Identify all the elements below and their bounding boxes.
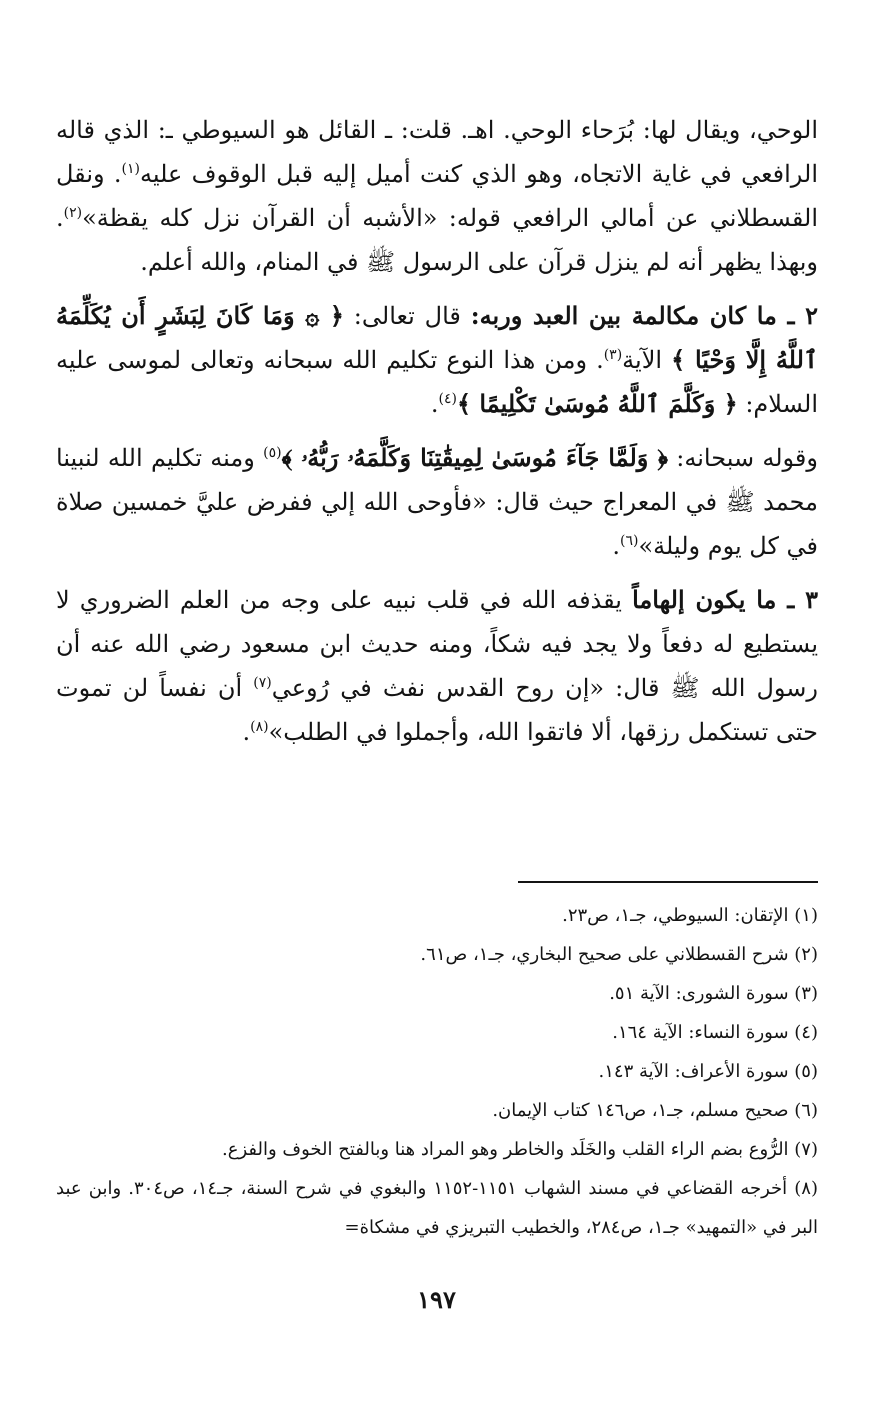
footnote-5: (٥) سورة الأعراف: الآية ١٤٣. [598,1061,818,1082]
quran-verse-shura: ﴿ ۞ وَمَا كَانَ لِبَشَرٍ أَن يُكَلِّمَهُ ٱللَّهُ إِلَّا وَحْيًا ﴾ [56,301,819,374]
section-2-heading: ٢ ـ ما كان مكالمة بين العبد وربه: [470,301,818,330]
paragraph-3-text-c: . [612,532,620,560]
footnote-ref-6: (٦) [619,533,639,549]
paragraph-1-text-c: . وبهذا يظهر أنه لم ينزل قرآن على الرسول ﷺ في المنام، والله أعلم. [56,204,818,276]
footnote-ref-1: (١) [121,161,140,177]
paragraph-3-text-b: ومنه تكليم الله لنبينا محمد ﷺ في المعراج حيث قال: «فأوحى الله إلي ففرض عليَّ خمسين صلاة في كل يوم وليلة» [56,444,818,560]
paragraph-1-text-a: الوحي، ويقال لها: بُرَحاء الوحي. اهـ. قلت: ـ القائل هو السيوطي ـ: الذي قاله الرافعي في غاية الاتجاه، وهو الذي كنت أميل إليه قبل الوقوف عليه [56,116,819,188]
main-text [56,108,818,754]
paragraph-1-text-b: . ونقل القسطلاني عن أمالي الرافعي قوله: «الأشبه أن القرآن نزل كله يقظة» [56,160,818,232]
footnote-3: (٣) سورة الشورى: الآية ٥١. [609,983,818,1004]
footnote-ref-4: (٤) [438,391,457,407]
footnote-ref-8: (٨) [250,719,269,735]
paragraph-4-text-a: يقذفه الله في قلب نبيه على وجه من العلم الضروري لا يستطيع له دفعاً ولا يجد فيه شكاً، ومنه حديث ابن مسعود رضي الله عنه أن رسول الله ﷺ قال: «إن روح القدس نفث في رُوعي [56,586,819,702]
paragraph-2-text-b: الآية [622,346,672,374]
paragraph-4-text-b: أن نفساً لن تموت حتى تستكمل رزقها، ألا فاتقوا الله، وأجملوا في الطلب» [56,674,818,746]
section-3-heading: ٣ ـ ما يكون إلهاماً [632,585,819,614]
paragraph-1 [56,108,818,284]
footnote-4: (٤) سورة النساء: الآية ١٦٤. [612,1022,818,1043]
footnote-ref-2: (٢) [63,205,83,221]
footnote-ref-7: (٧) [253,675,272,691]
footnote-1: (١) الإتقان: السيوطي، جـ١، ص٢٣. [562,905,818,926]
footnote-2: (٢) شرح القسطلاني على صحيح البخاري، جـ١، ص٦١. [420,944,818,965]
footnote-ref-5: (٥) [263,445,282,461]
paragraph-3-text-a: وقوله سبحانه: [668,444,818,472]
quran-verse-araf: ﴿ وَلَمَّا جَآءَ مُوسَىٰ لِمِيقَٰتِنَا وَكَلَّمَهُۥ رَبُّهُۥ ﴾ [281,443,669,472]
footnote-8: (٨) أخرجه القضاعي في مسند الشهاب ١١٥١-١١٥٢ والبغوي في شرح السنة، جـ١٤، ص٣٠٤. وابن عبد البر في «التمهيد» جـ١، ص٢٨٤، والخطيب التبريزي في مشكاة= [56,1178,818,1238]
paragraph-2 [56,294,818,426]
quran-verse-nisa: ﴿ وَكَلَّمَ ٱللَّهُ مُوسَىٰ تَكْلِيمًا ﴾ [457,389,738,418]
paragraph-2-text-d: . [430,390,439,418]
footnote-divider [518,881,818,883]
paragraph-2-text-c: . ومن هذا النوع تكليم الله سبحانه وتعالى لموسى عليه السلام: [56,346,818,418]
footnote-6: (٦) صحيح مسلم، جـ١، ص١٤٦ كتاب الإيمان. [492,1100,818,1121]
paragraph-4 [56,578,818,754]
footnote-7: (٧) الرُّوع بضم الراء القلب والخَلَد والخاطر وهو المراد هنا وبالفتح الخوف والفزع. [222,1139,818,1160]
footnotes [56,896,818,1247]
paragraph-4-text-c: . [242,718,251,746]
footnote-ref-3: (٣) [603,347,623,363]
paragraph-3 [56,436,818,568]
paragraph-2-text-a: قال تعالى: [343,302,471,330]
page-number: ١٩٧ [417,1285,456,1314]
